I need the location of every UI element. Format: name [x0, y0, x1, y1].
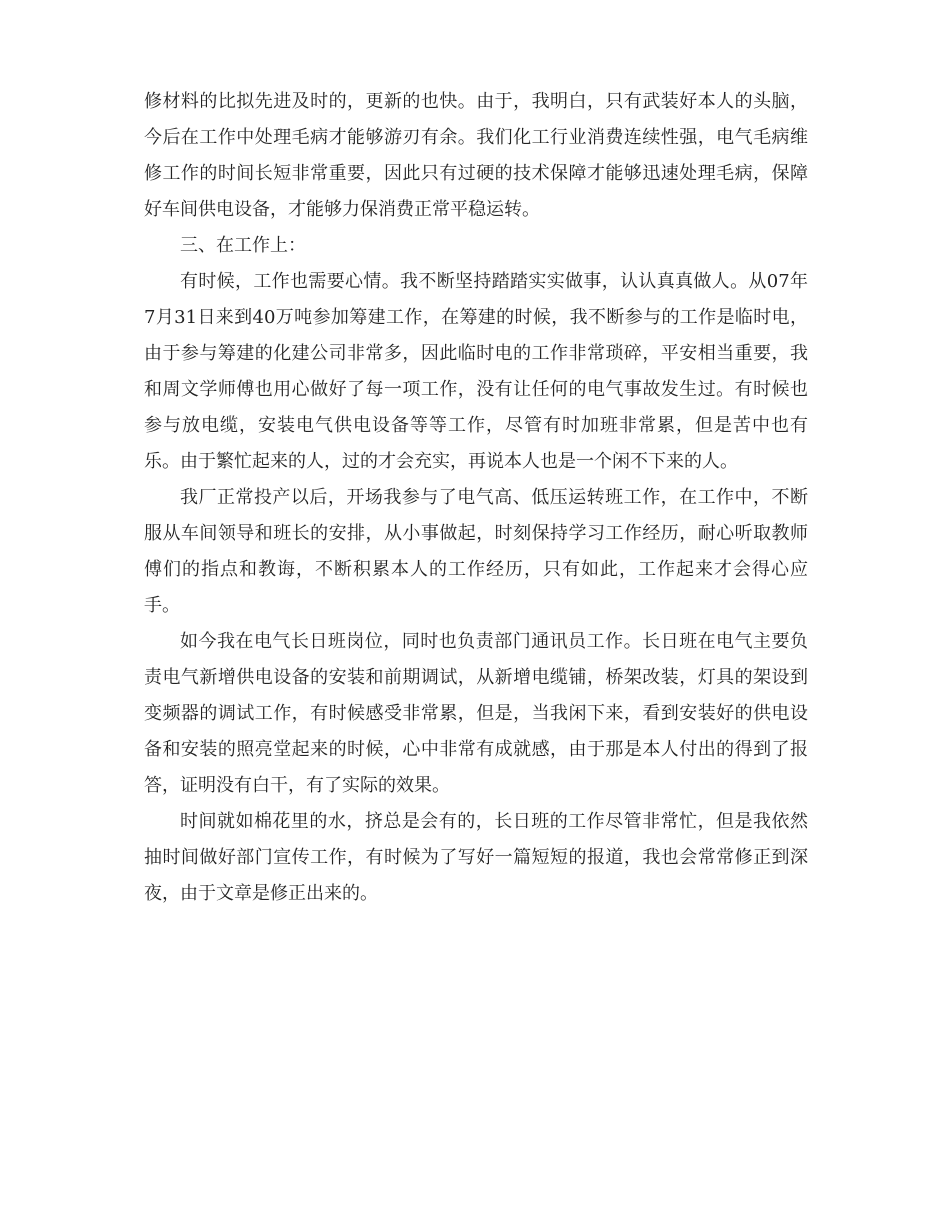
paragraph: 如今我在电气长日班岗位，同时也负责部门通讯员工作。长日班在电气主要负责电气新增供电设备的安装和前期调试，从新增电缆铺，桥架改装，灯具的架设到变频器的调试工作，有时候感受非常累，但是，当我闲下来，看到安装好的供电设备和安装的照亮堂起来的时候，心中非常有成就感，由于那是本人付出的得到了报答，证明没有白干，有了实际的效果。 — [144, 631, 808, 796]
paragraph: 有时候，工作也需要心情。我不断坚持踏踏实实做事，认认真真做人。从07年7月31日来到40万吨参加筹建工作，在筹建的时候，我不断参与的工作是临时电，由于参与筹建的化建公司非常多，因此临时电的工作非常琐碎，平安相当重要，我和周文学师傅也用心做好了每一项工作，没有让任何的电气事故发生过。有时候也参与放电缆，安装电气供电设备等等工作，尽管有时加班非常累，但是苦中也有乐。由于繁忙起来的人，过的才会充实，再说本人也是一个闲不下来的人。 — [144, 271, 808, 472]
paragraph-continuation: 修材料的比拟先进及时的，更新的也快。由于，我明白，只有武装好本人的头脑，今后在工作中处理毛病才能够游刃有余。我们化工行业消费连续性强，电气毛病维修工作的时间长短非常重要，因此只有过硬的技术保障才能够迅速处理毛病，保障好车间供电设备，才能够力保消费正常平稳运转。 — [144, 91, 808, 220]
document-body — [144, 84, 808, 912]
paragraph: 我厂正常投产以后，开场我参与了电气高、低压运转班工作，在工作中，不断服从车间领导和班长的安排，从小事做起，时刻保持学习工作经历，耐心听取教师傅们的指点和教诲，不断积累本人的工作经历，只有如此，工作起来才会得心应手。 — [144, 487, 808, 616]
section-heading: 三、在工作上： — [180, 235, 306, 256]
paragraph: 时间就如棉花里的水，挤总是会有的，长日班的工作尽管非常忙，但是我依然抽时间做好部门宣传工作，有时候为了写好一篇短短的报道，我也会常常修正到深夜，由于文章是修正出来的。 — [144, 811, 808, 904]
